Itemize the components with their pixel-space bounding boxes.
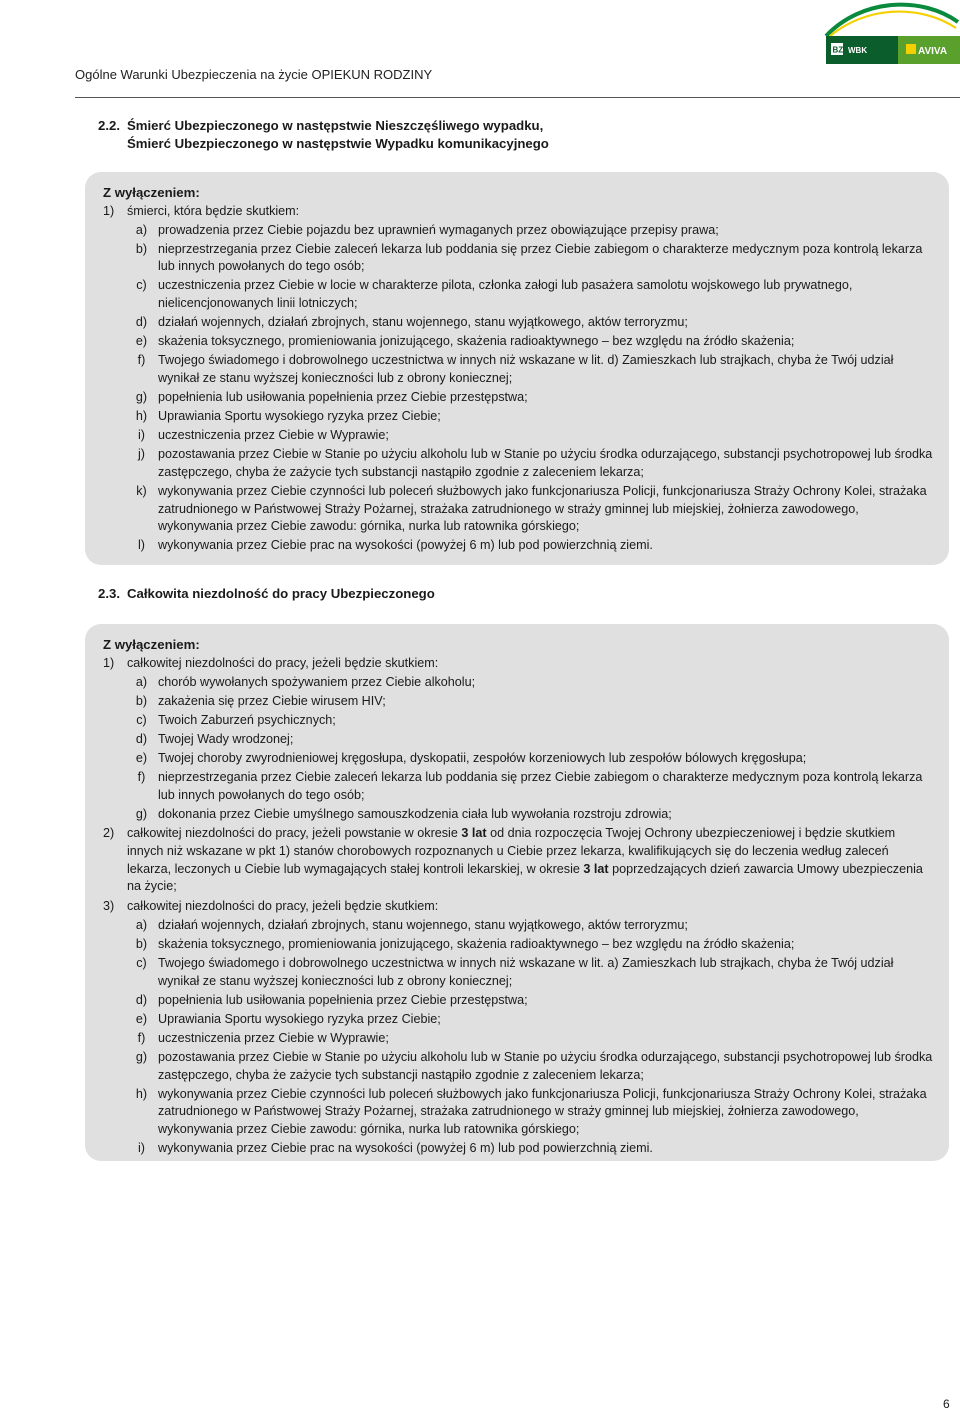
sub-item-text: działań wojennych, działań zbrojnych, stanu wojennego, stanu wyjątkowego, aktów terroryzmu; — [158, 917, 688, 932]
sub-item-text: Twojej Wady wrodzonej; — [158, 731, 294, 746]
sub-item-text: popełnienia lub usiłowania popełnienia przez Ciebie przestępstwa; — [158, 992, 528, 1007]
sub-item-text: Uprawiania Sportu wysokiego ryzyka przez Ciebie; — [158, 409, 441, 424]
sub-list-item — [103, 1049, 935, 1084]
sub-item-label: c) — [136, 956, 147, 971]
item-text-part: całkowitej niezdolności do pracy, jeżeli powstanie w okresie — [127, 826, 462, 841]
item-label: 3) — [103, 898, 115, 913]
sub-item-label: d) — [135, 731, 148, 746]
sub-item-label: b) — [135, 693, 148, 708]
item-text: śmierci, która będzie skutkiem: — [127, 203, 300, 218]
sub-item-label: f) — [137, 353, 146, 368]
sub-list-item — [103, 408, 935, 426]
sub-item-text: pozostawania przez Ciebie w Stanie po użyciu alkoholu lub w Stanie po użyciu środka odurzającego, substancji psychotropowej lub środka zastępczego, chyba że zażycie tych substancji nastąpiło zgodnie z zaleceniem lekarza; — [158, 447, 933, 479]
sub-list-item — [103, 769, 935, 804]
svg-text:WBK: WBK — [848, 46, 868, 55]
sub-item-text: wykonywania przez Ciebie czynności lub poleceń służbowych jako funkcjonariusza Policji, funkcjonariusza Straży Ochrony Kolei, strażaka zatrudnionego w Państwowej Straży Pożarnej, strażaka zatrudnionego w straży gminnej lub miejskiej, żołnierza zawodowego, wykonywania przez Ciebie zawodu: górnika, nurka lub ratownika górskiego; — [158, 1086, 927, 1136]
list-item — [103, 203, 935, 221]
sub-item-text: chorób wywołanych spożywaniem przez Ciebie alkoholu; — [158, 674, 476, 689]
page-number: 6 — [943, 1397, 950, 1411]
sub-item-text: Twojej choroby zwyrodnieniowej kręgosłupa, dyskopatii, zespołów korzeniowych lub zespołów bólowych kręgosłupa; — [158, 751, 807, 766]
sub-item-label: g) — [135, 390, 148, 405]
sub-item-label: k) — [136, 484, 147, 498]
sub-item-text: Uprawiania Sportu wysokiego ryzyka przez Ciebie; — [158, 1011, 441, 1026]
sub-item-text: nieprzestrzegania przez Ciebie zaleceń lekarza lub poddania się przez Ciebie zabiegom o charakterze medycznym poza kontrolą lekarza lub innych powołanych do tego osób; — [158, 241, 923, 274]
section-2-2-heading — [98, 117, 549, 152]
sub-item-label: d) — [135, 992, 148, 1007]
sub-item-label: e) — [135, 1011, 148, 1026]
sub-list-item — [103, 333, 935, 351]
sub-item-label: i) — [138, 1141, 145, 1156]
sub-item-text: skażenia toksycznego, promieniowania jonizującego, skażenia radioaktywnego – bez względu na źródło skażenia; — [158, 334, 795, 349]
sub-item-text: uczestniczenia przez Ciebie w Wyprawie; — [158, 428, 389, 443]
item-label: 1) — [103, 203, 115, 218]
section-title-line2: Śmierć Ubezpieczonego w następstwie Wypadku komunikacyjnego — [127, 135, 549, 151]
sub-list-item — [103, 1140, 935, 1158]
item-text: całkowitej niezdolności do pracy, jeżeli będzie skutkiem: — [127, 898, 439, 913]
section-title: Całkowita niezdolność do pracy Ubezpieczonego — [127, 586, 435, 601]
sub-item-text: zakażenia się przez Ciebie wirusem HIV; — [158, 693, 386, 708]
sub-item-text: wykonywania przez Ciebie prac na wysokości (powyżej 6 m) lub pod powierzchnią ziemi. — [158, 1141, 653, 1156]
svg-text:BZ: BZ — [832, 45, 844, 55]
sub-item-label: e) — [135, 334, 148, 349]
sub-item-label: g) — [135, 1050, 148, 1065]
sub-item-label: b) — [135, 937, 148, 951]
sub-item-text: wykonywania przez Ciebie prac na wysokości (powyżej 6 m) lub pod powierzchnią ziemi. — [158, 538, 653, 553]
sub-item-label: d) — [135, 315, 148, 330]
sub-item-label: j) — [138, 447, 145, 462]
section-number: 2.3. — [98, 586, 120, 601]
sub-item-label: a) — [135, 674, 148, 689]
sub-item-label: e) — [135, 751, 148, 766]
sub-list-item — [103, 537, 935, 555]
period-emphasis: 3 lat — [583, 861, 609, 876]
section-title-line1: Śmierć Ubezpieczonego w następstwie Nieszczęśliwego wypadku, — [127, 118, 544, 133]
sub-item-text: Twojego świadomego i dobrowolnego uczestnictwa w innych niż wskazane w lit. d) Zamieszkach lub strajkach, chyba że Twój udział wynikał ze stanu wyższej konieczności lub z obrony koniecznej; — [158, 353, 894, 385]
section-number: 2.2. — [98, 118, 120, 133]
sub-list-item — [103, 277, 935, 312]
sub-list-item — [103, 241, 935, 276]
exclusions-panel-2-2 — [85, 172, 949, 565]
item-text — [127, 825, 935, 895]
sub-list-item — [103, 731, 935, 749]
sub-list-item — [103, 352, 935, 387]
sub-item-text: Twojego świadomego i dobrowolnego uczestnictwa w innych niż wskazane w lit. a) Zamieszkach lub strajkach, chyba że Twój udział wynikał ze stanu wyższej konieczności lub z obrony koniecznej; — [158, 956, 894, 988]
sub-item-text: nieprzestrzegania przez Ciebie zaleceń lekarza lub poddania się przez Ciebie zabiegom o charakterze medycznym poza kontrolą lekarza lub innych powołanych do tego osób; — [158, 770, 923, 802]
sub-list-item — [103, 389, 935, 407]
sub-list-item — [103, 750, 935, 768]
sub-item-label: a) — [135, 222, 148, 237]
sub-item-label: l) — [138, 538, 145, 553]
svg-text:AVIVA: AVIVA — [918, 46, 948, 57]
item-label: 2) — [103, 826, 115, 841]
sub-list-item — [103, 427, 935, 445]
sub-list-item — [103, 1030, 935, 1048]
header-divider — [75, 97, 960, 98]
sub-item-label: c) — [136, 712, 147, 727]
sub-item-label: h) — [135, 1086, 148, 1101]
item-text-part: od dnia rozpoczęcia Twojej Ochrony ubezpieczeniowej i będzie skutkiem innych niż wskazane w pkt 1) stanów chorobowych rozpoznanych u Ciebie przez lekarza, kwalifikujących się do leczenia według zaleceń lekarza, leczonych u Ciebie lub wymagających stałej kontroli lekarskiej, w okresie — [127, 826, 896, 876]
sub-list-item — [103, 483, 935, 536]
sub-list-item — [103, 936, 935, 954]
sub-item-text: pozostawania przez Ciebie w Stanie po użyciu alkoholu lub w Stanie po użyciu środka odurzającego, substancji psychotropowej lub środka zastępczego, chyba że zażycie tych substancji nastąpiło zgodnie z zaleceniem lekarza; — [158, 1050, 933, 1082]
list-item — [103, 825, 935, 895]
list-item — [103, 655, 935, 673]
sub-list-item — [103, 314, 935, 332]
sub-list-item — [103, 222, 935, 240]
sub-item-label: f) — [137, 1030, 146, 1045]
sub-list-item — [103, 446, 935, 481]
sub-list-item — [103, 917, 935, 935]
section-2-3-heading — [98, 585, 435, 603]
sub-list-item — [103, 1011, 935, 1029]
period-emphasis: 3 lat — [461, 826, 487, 841]
sub-list-item — [103, 712, 935, 730]
exclusions-panel-2-3 — [85, 624, 949, 1161]
sub-item-text: prowadzenia przez Ciebie pojazdu bez uprawnień wymaganych przez obowiązujące przepisy prawa; — [158, 222, 719, 237]
sub-list-item — [103, 1086, 935, 1139]
sub-list-item — [103, 674, 935, 692]
sub-item-text: Twoich Zaburzeń psychicznych; — [158, 712, 336, 727]
sub-list-item — [103, 693, 935, 711]
panel-heading: Z wyłączeniem: — [103, 637, 200, 652]
sub-item-label: f) — [137, 770, 146, 785]
sub-item-text: działań wojennych, działań zbrojnych, stanu wojennego, stanu wyjątkowego, aktów terroryzmu; — [158, 315, 688, 330]
sub-list-item — [103, 806, 935, 824]
panel-heading: Z wyłączeniem: — [103, 185, 200, 200]
sub-item-text: popełnienia lub usiłowania popełnienia przez Ciebie przestępstwa; — [158, 390, 528, 405]
sub-item-text: uczestniczenia przez Ciebie w Wyprawie; — [158, 1030, 389, 1045]
sub-item-label: c) — [136, 278, 147, 293]
sub-list-item — [103, 992, 935, 1010]
item-label: 1) — [103, 655, 115, 670]
list-item — [103, 898, 935, 916]
bzwbk-aviva-logo — [822, 0, 960, 72]
sub-item-label: i) — [138, 428, 145, 443]
sub-item-label: h) — [135, 409, 148, 424]
sub-list-item — [103, 955, 935, 990]
item-text: całkowitej niezdolności do pracy, jeżeli będzie skutkiem: — [127, 655, 439, 670]
sub-item-text: wykonywania przez Ciebie czynności lub poleceń służbowych jako funkcjonariusza Policji, funkcjonariusza Straży Ochrony Kolei, strażaka zatrudnionego w Państwowej Straży Pożarnej, strażaka zatrudnionego w straży gminnej lub miejskiej, żołnierza zawodowego, wykonywania przez Ciebie zawodu: górnika, nurka lub ratownika górskiego; — [158, 484, 927, 534]
sub-item-label: b) — [135, 241, 148, 256]
sub-item-label: a) — [135, 917, 148, 932]
document-title: Ogólne Warunki Ubezpieczenia na życie OPIEKUN RODZINY — [75, 67, 433, 82]
sub-item-label: g) — [135, 806, 148, 821]
item-text-part: poprzedzających dzień zawarcia Umowy ubezpieczenia na życie; — [127, 861, 923, 894]
sub-item-text: skażenia toksycznego, promieniowania jonizującego, skażenia radioaktywnego – bez względu na źródło skażenia; — [158, 937, 795, 951]
sub-item-text: uczestniczenia przez Ciebie w locie w charakterze pilota, członka załogi lub pasażera samolotu wojskowego lub prywatnego, nielicencjonowanych linii lotniczych; — [158, 278, 853, 311]
sub-item-text: dokonania przez Ciebie umyślnego samouszkodzenia ciała lub wywołania rozstroju zdrowia; — [158, 806, 672, 821]
